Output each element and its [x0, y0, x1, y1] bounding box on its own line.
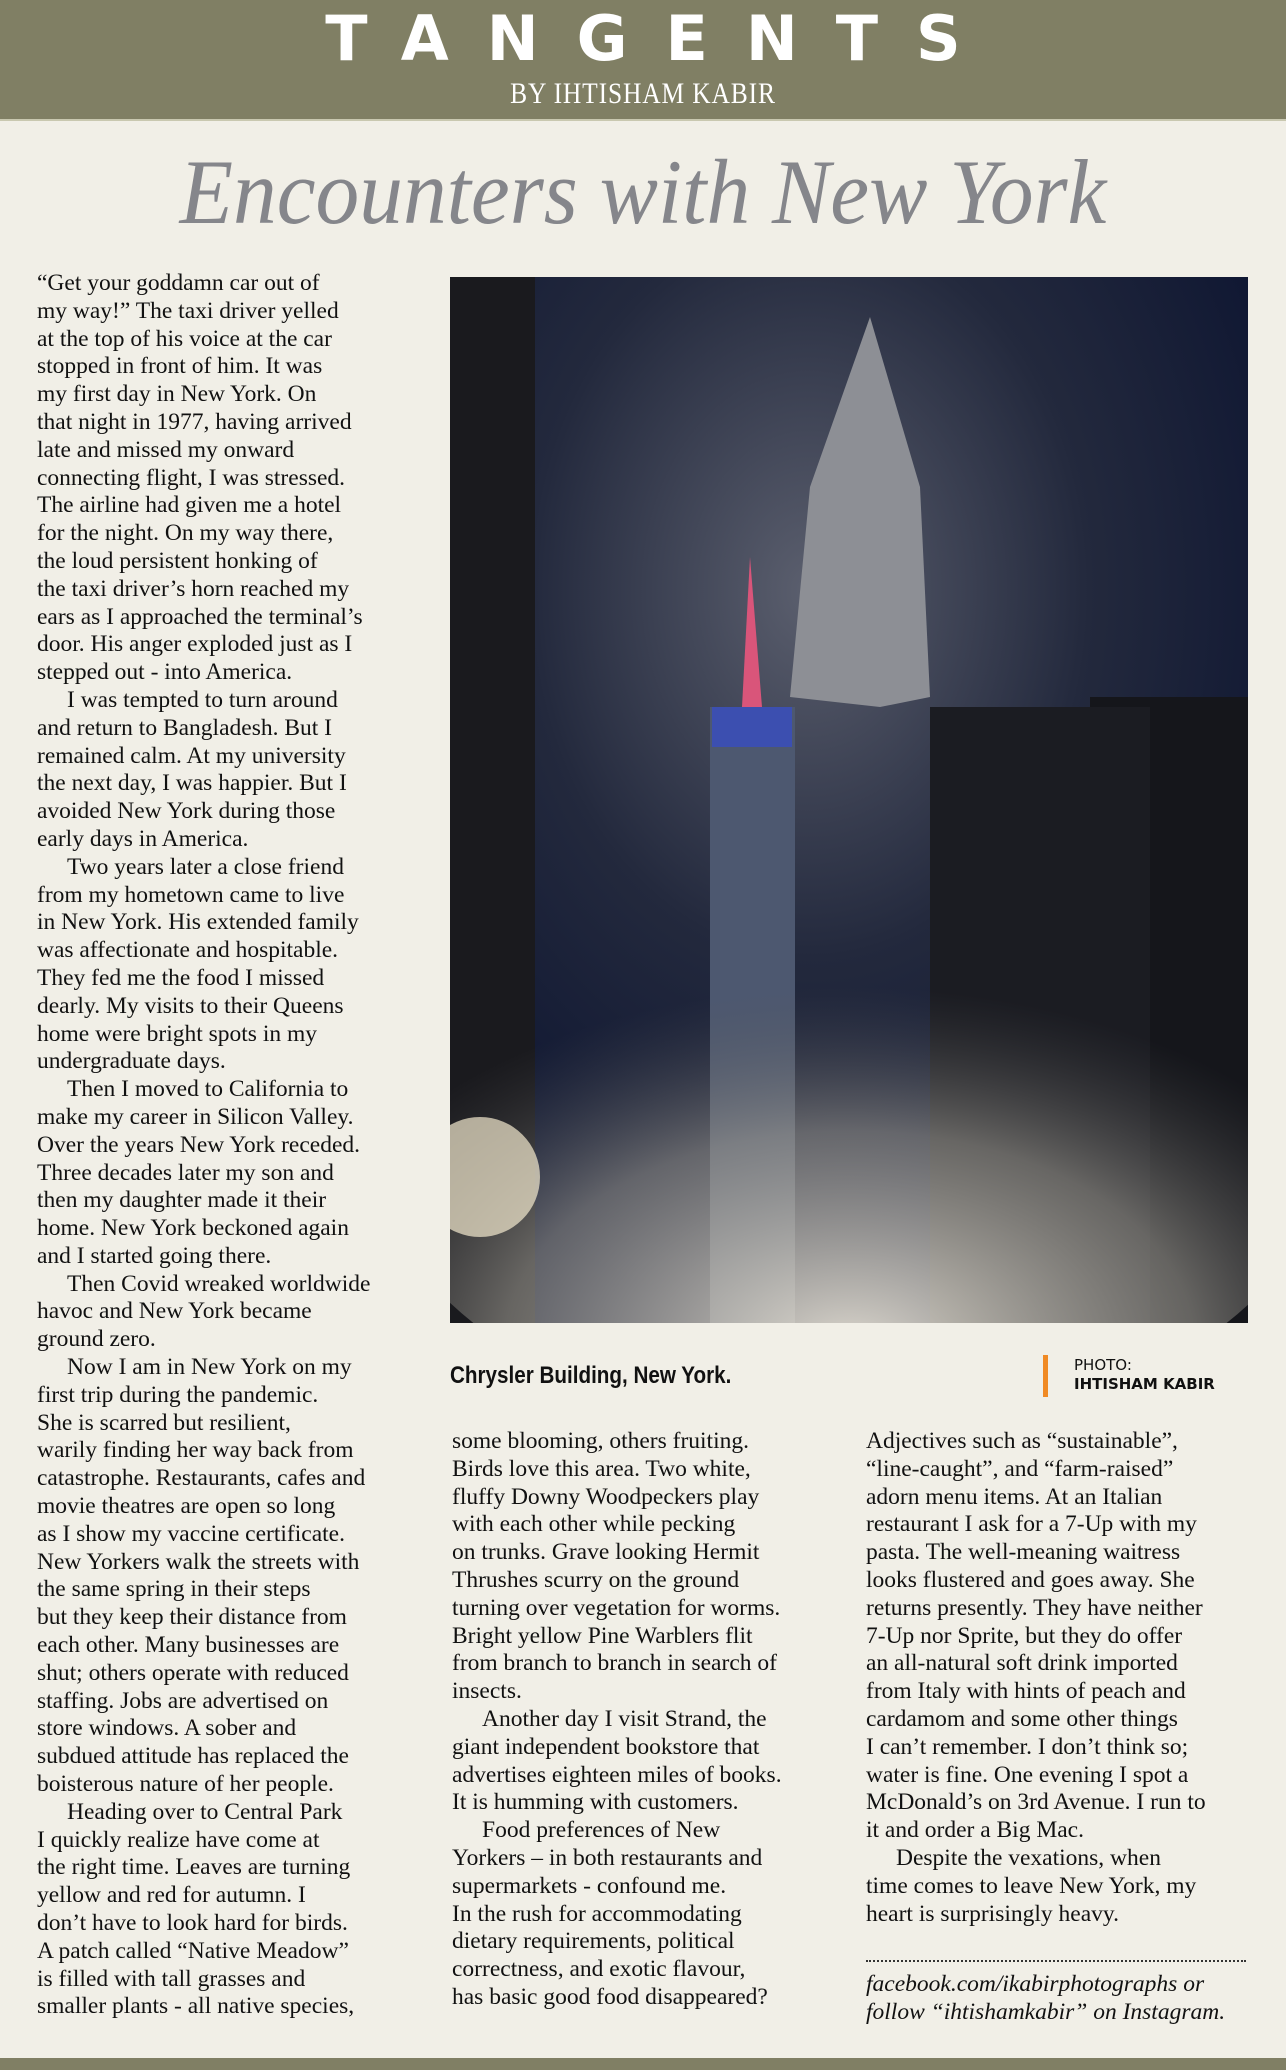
- text-line: Now I am in New York on my: [67, 1354, 352, 1381]
- text-line: Birds love this area. Two white,: [452, 1455, 751, 1482]
- text-line: Heading over to Central Park: [67, 1798, 343, 1825]
- text-line: correctness, and exotic flavour,: [452, 1956, 746, 1983]
- text-line: Two years later a close friend: [67, 853, 344, 880]
- text-line: from my hometown came to live: [37, 881, 345, 908]
- text-line: New Yorkers walk the streets with: [37, 1548, 360, 1575]
- text-line: store windows. A sober and: [37, 1715, 297, 1742]
- text-line: from Italy with hints of peach and: [866, 1678, 1186, 1705]
- text-line: water is fine. One evening I spot a: [866, 1761, 1189, 1788]
- text-line: “Get your goddamn car out of: [37, 270, 320, 296]
- text-line: movie theatres are open so long: [37, 1493, 336, 1520]
- text-line: the taxi driver’s horn reached my: [37, 575, 350, 602]
- text-line: advertises eighteen miles of books.: [452, 1761, 782, 1788]
- text-line: catastrophe. Restaurants, cafes and: [37, 1465, 366, 1492]
- text-line: havoc and New York became: [37, 1298, 312, 1325]
- footer-bar: [0, 2058, 1286, 2070]
- text-line: supermarkets - confound me.: [452, 1872, 727, 1899]
- text-line: She is scarred but resilient,: [37, 1409, 291, 1436]
- text-line: Over the years New York receded.: [37, 1131, 361, 1158]
- text-line: undergraduate days.: [37, 1048, 226, 1075]
- social-note: [866, 1970, 1225, 2026]
- text-line: looks flustered and goes away. She: [866, 1566, 1195, 1593]
- text-line: the next day, I was happier. But I: [37, 770, 347, 797]
- text-line: that night in 1977, having arrived: [37, 408, 352, 435]
- text-line: yellow and red for autumn. I: [37, 1882, 306, 1909]
- text-line: returns presently. They have neither: [866, 1594, 1203, 1621]
- text-line: is filled with tall grasses and: [37, 1965, 306, 1992]
- column-title: TANGENTS: [325, 2, 999, 75]
- text-line: home. New York beckoned again: [37, 1215, 349, 1242]
- dotted-divider: [866, 1960, 1246, 1962]
- text-line: Adjectives such as “sustainable”,: [866, 1428, 1178, 1454]
- text-line: giant independent bookstore that: [452, 1733, 760, 1760]
- text-line: boisterous nature of her people.: [37, 1771, 334, 1798]
- text-line: I was tempted to turn around: [67, 686, 338, 713]
- text-line: at the top of his voice at the car: [37, 325, 332, 352]
- text-line: restaurant I ask for a 7-Up with my: [866, 1511, 1197, 1538]
- text-line: The airline had given me a hotel: [37, 492, 342, 519]
- text-line: as I show my vaccine certificate.: [37, 1520, 345, 1547]
- article-column-2: [452, 1428, 782, 2012]
- text-line: late and missed my onward: [37, 436, 295, 463]
- text-line: cardamom and some other things: [866, 1705, 1178, 1732]
- text-line: avoided New York during those: [37, 798, 336, 825]
- photo-illustration: [450, 277, 1248, 1323]
- text-line: pasta. The well-meaning waitress: [866, 1539, 1181, 1566]
- text-line: my first day in New York. On: [37, 381, 317, 408]
- headline: Encounters with New York: [179, 141, 1107, 243]
- text-line: Three decades later my son and: [37, 1159, 334, 1186]
- text-line: warily finding her way back from: [37, 1437, 354, 1464]
- text-line: on trunks. Grave looking Hermit: [452, 1539, 760, 1566]
- credit-accent-bar: [1043, 1355, 1048, 1397]
- text-line: time comes to leave New York, my: [866, 1872, 1197, 1899]
- text-line: door. His anger exploded just as I: [37, 631, 353, 658]
- text-line: dearly. My visits to their Queens: [37, 992, 344, 1019]
- chrysler-building-photo: [450, 277, 1248, 1323]
- text-line: then my daughter made it their: [37, 1187, 327, 1214]
- text-line: heart is surprisingly heavy.: [866, 1900, 1120, 1927]
- byline: BY IHTISHAM KABIR: [510, 77, 776, 110]
- credit-name: IHTISHAM KABIR: [1074, 1375, 1215, 1393]
- text-line: It is humming with customers.: [452, 1789, 739, 1816]
- text-line: and return to Bangladesh. But I: [37, 714, 332, 741]
- text-line: stopped in front of him. It was: [37, 353, 323, 380]
- text-line: 7-Up nor Sprite, but they do offer: [866, 1622, 1183, 1649]
- text-line: was affectionate and hospitable.: [37, 937, 339, 964]
- text-line: Yorkers – in both restaurants and: [452, 1844, 763, 1871]
- text-line: it and order a Big Mac.: [866, 1817, 1084, 1844]
- text-line: for the night. On my way there,: [37, 520, 334, 547]
- text-line: shut; others operate with reduced: [37, 1659, 349, 1686]
- text-line: Then Covid wreaked worldwide: [67, 1270, 371, 1297]
- text-line: remained calm. At my university: [37, 742, 346, 769]
- text-line: I quickly realize have come at: [37, 1826, 320, 1853]
- text-line: Food preferences of New: [482, 1817, 721, 1844]
- text-line: subdued attitude has replaced the: [37, 1743, 349, 1770]
- text-line: McDonald’s on 3rd Avenue. I run to: [866, 1789, 1206, 1816]
- text-line: staffing. Jobs are advertised on: [37, 1687, 329, 1714]
- text-line: fluffy Downy Woodpeckers play: [452, 1483, 760, 1510]
- masthead: [0, 0, 1286, 121]
- text-line: Then I moved to California to: [67, 1076, 349, 1103]
- text-line: from branch to branch in search of: [452, 1650, 777, 1677]
- text-line: but they keep their distance from: [37, 1604, 347, 1631]
- text-line: early days in America.: [37, 825, 249, 852]
- text-line: Another day I visit Strand, the: [482, 1705, 767, 1732]
- text-line: dietary requirements, political: [452, 1928, 735, 1955]
- text-line: an all-natural soft drink imported: [866, 1650, 1178, 1677]
- text-line: They fed me the food I missed: [37, 964, 325, 991]
- social-note-line-2: follow “ihtishamkabir” on Instagram.: [866, 1999, 1226, 2025]
- text-line: In the rush for accommodating: [452, 1900, 742, 1927]
- text-line: smaller plants - all native species,: [37, 1993, 355, 2020]
- text-line: Thrushes scurry on the ground: [452, 1566, 740, 1593]
- text-line: each other. Many businesses are: [37, 1632, 340, 1659]
- text-line: ground zero.: [37, 1326, 156, 1353]
- text-line: the right time. Leaves are turning: [37, 1854, 351, 1881]
- article-column-3: [866, 1428, 1206, 1928]
- photo-caption: Chrysler Building, New York.: [450, 1362, 732, 1389]
- text-line: make my career in Silicon Valley.: [37, 1103, 354, 1130]
- text-line: turning over vegetation for worms.: [452, 1594, 781, 1621]
- text-line: “line-caught”, and “farm-raised”: [866, 1455, 1174, 1482]
- text-line: first trip during the pandemic.: [37, 1381, 319, 1408]
- text-line: some blooming, others fruiting.: [452, 1428, 749, 1454]
- text-line: the same spring in their steps: [37, 1576, 311, 1603]
- photo-credit: [1074, 1356, 1215, 1394]
- text-line: has basic good food disappeared?: [452, 1983, 768, 2010]
- text-line: don’t have to look hard for birds.: [37, 1910, 348, 1937]
- text-line: I can’t remember. I don’t think so;: [866, 1733, 1189, 1760]
- text-line: Despite the vexations, when: [896, 1844, 1161, 1871]
- text-line: the loud persistent honking of: [37, 547, 318, 574]
- text-line: home were bright spots in my: [37, 1020, 318, 1047]
- text-line: insects.: [452, 1678, 522, 1705]
- text-line: Bright yellow Pine Warblers flit: [452, 1622, 753, 1649]
- text-line: and I started going there.: [37, 1242, 272, 1269]
- text-line: A patch called “Native Meadow”: [37, 1937, 349, 1964]
- text-line: ears as I approached the terminal’s: [37, 603, 363, 630]
- text-line: in New York. His extended family: [37, 909, 359, 936]
- text-line: stepped out - into America.: [37, 659, 293, 686]
- text-line: with each other while pecking: [452, 1511, 736, 1538]
- social-note-line-1: facebook.com/ikabirphotographs or: [866, 1971, 1205, 1997]
- text-line: connecting flight, I was stressed.: [37, 464, 346, 491]
- text-line: adorn menu items. At an Italian: [866, 1483, 1163, 1510]
- article-column-1: [37, 270, 370, 2021]
- credit-label: PHOTO:: [1074, 1356, 1132, 1374]
- text-line: my way!” The taxi driver yelled: [37, 297, 339, 324]
